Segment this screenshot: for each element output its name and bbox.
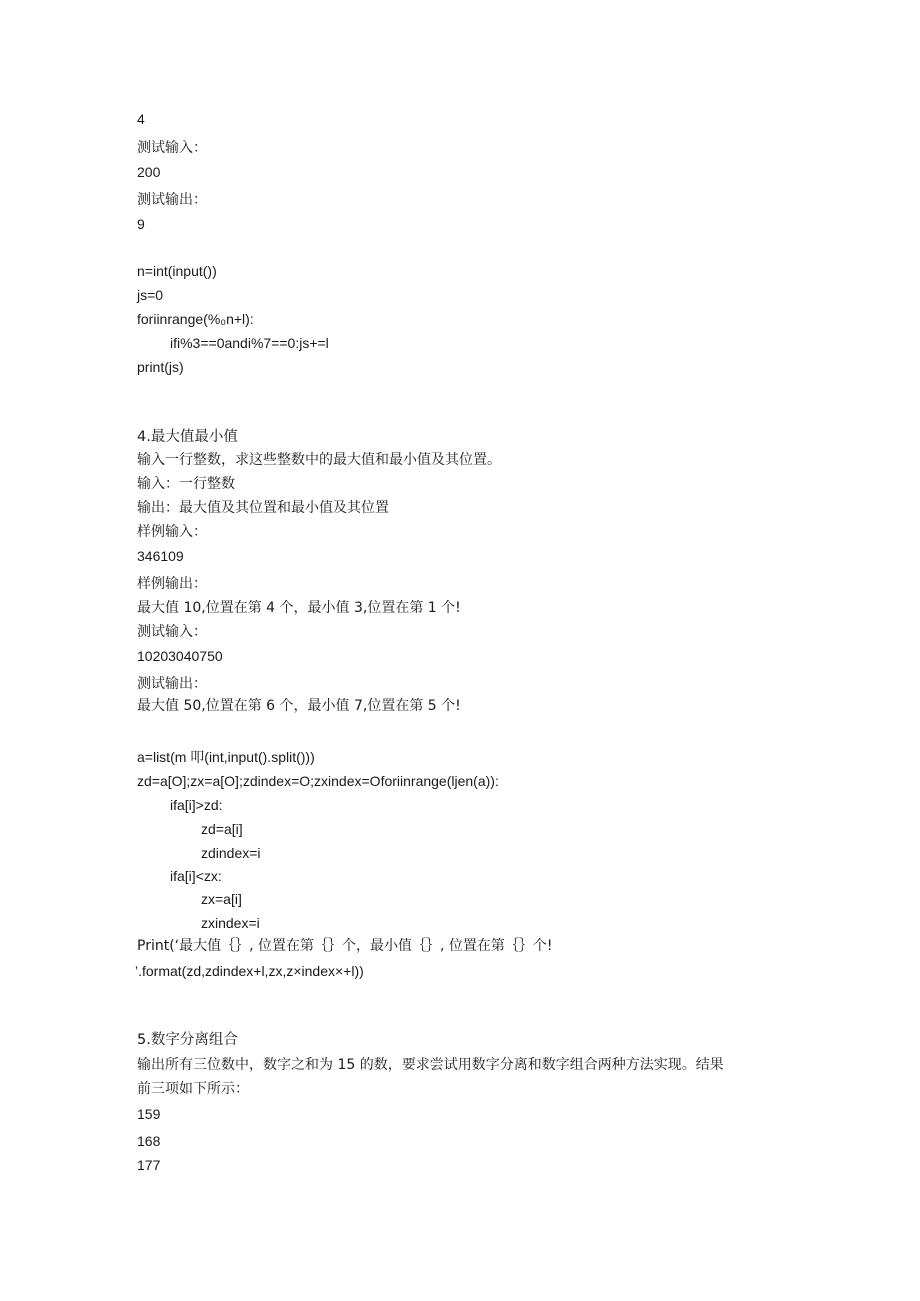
code-line: ifa[i]<zx:: [170, 868, 222, 884]
sample-output-value: 4: [137, 111, 145, 127]
result-item: 177: [137, 1157, 161, 1173]
test-output-value: 最大值 50,位置在第 6 个，最小值 7,位置在第 5 个!: [137, 698, 461, 714]
code-line: js=0: [137, 287, 164, 303]
code-line: n=int(input()): [137, 263, 217, 279]
sample-input-label: 样例输入：: [137, 524, 207, 540]
section-heading: 4.最大值最小值: [137, 429, 238, 445]
code-line: Print(‘最大值｛｝, 位置在第｛｝个，最小值｛｝, 位置在第｛｝个!: [137, 938, 553, 954]
code-line: ifi%3==0andi%7==0:js+=l: [170, 335, 329, 351]
code-line: zdindex=i: [201, 845, 261, 861]
code-line: ’.format(zd,zdindex+l,zx,z×index×+l)): [135, 963, 364, 979]
problem-description: 前三项如下所示：: [137, 1081, 249, 1097]
test-input-label: 测试输入：: [137, 624, 207, 640]
test-input-label: 测试输入：: [137, 140, 207, 156]
problem-description: 输出所有三位数中，数字之和为 15 的数，要求尝试用数字分离和数字组合两种方法实现。结果: [137, 1057, 724, 1073]
code-line: ifa[i]>zd:: [170, 797, 223, 813]
code-line: print(js): [137, 359, 184, 375]
test-input-value: 200: [137, 164, 161, 180]
result-item: 159: [137, 1106, 161, 1122]
test-output-label: 测试输出：: [137, 192, 207, 208]
test-input-value: 10203040750: [137, 648, 223, 664]
code-line: zx=a[i]: [201, 891, 242, 907]
result-item: 168: [137, 1133, 161, 1149]
section-heading: 5.数字分离组合: [137, 1032, 238, 1048]
test-output-label: 测试输出：: [137, 676, 207, 692]
problem-description: 输入一行整数，求这些整数中的最大值和最小值及其位置。: [137, 452, 501, 468]
code-line: zd=a[O];zx=a[O];zdindex=O;zxindex=Oforiinrange(ljen(a)):: [137, 773, 499, 789]
code-line: zd=a[i]: [201, 821, 243, 837]
code-line: a=list(m 叩(int,input().split())): [137, 749, 315, 765]
input-description: 输入：一行整数: [137, 476, 235, 492]
sample-input-value: 346109: [137, 548, 184, 564]
code-line: foriinrange(%₀n+l):: [137, 311, 254, 327]
sample-output-value: 最大值 10,位置在第 4 个，最小值 3,位置在第 1 个!: [137, 600, 461, 616]
code-line: zxindex=i: [201, 915, 260, 931]
output-description: 输出：最大值及其位置和最小值及其位置: [137, 500, 389, 516]
sample-output-label: 样例输出：: [137, 576, 207, 592]
test-output-value: 9: [137, 216, 145, 232]
